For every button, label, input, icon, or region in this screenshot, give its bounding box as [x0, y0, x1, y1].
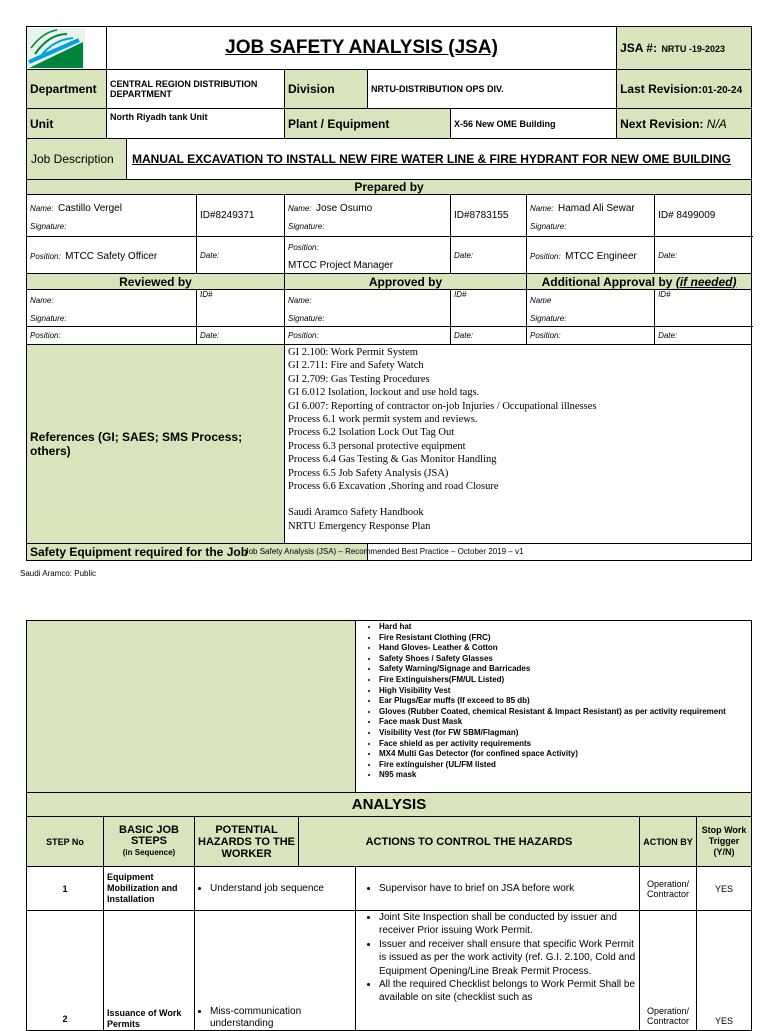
jsa-number-label: JSA #:: [620, 41, 657, 55]
plant-label: Plant / Equipment: [285, 109, 451, 139]
name-label: Name:: [288, 296, 312, 305]
equipment-item: • Face mask Dust Mask: [379, 717, 748, 728]
equipment-item: • High Visibility Vest: [379, 686, 748, 697]
page-footer: Job Safety Analysis (JSA) – Recommended Best Practice – October 2019 – v1: [244, 547, 524, 556]
equipment-item: • Hand Gloves- Leather & Cotton: [379, 643, 748, 654]
approver-position-label: Position:: [285, 327, 451, 345]
actions-cell: [356, 911, 640, 1031]
equipment-item: • Safety Warning/Signage and Barricades: [379, 664, 748, 675]
position-label: Position:: [530, 252, 561, 261]
document-title-cell: [107, 27, 617, 70]
preparer-3-position-cell: [527, 237, 655, 274]
preparer-1-name-cell: [27, 195, 197, 237]
preparer-2-name-cell: [285, 195, 451, 237]
hazard-cell: [195, 911, 356, 1031]
equipment-item: • Fire Resistant Clothing (FRC): [379, 633, 748, 644]
reference-item: GI 2.709: Gas Testing Procedures: [288, 373, 430, 385]
last-revision-cell: [617, 70, 752, 109]
preparer-3-name: Hamad Ali Sewar: [558, 202, 635, 214]
action-by: Operation/ Contractor: [640, 867, 697, 911]
name-label: Name:: [30, 296, 54, 305]
equipment-item: • Visibility Vest (for FW SBM/Flagman): [379, 728, 748, 739]
additional-position-label: Position:: [527, 327, 655, 345]
job-description-value: MANUAL EXCAVATION TO INSTALL NEW FIRE WATER LINE & FIRE HYDRANT FOR NEW OME BUILDING: [127, 139, 751, 179]
equipment-item: • MX4 Multi Gas Detector (for confined space Activity): [379, 749, 748, 760]
reference-item: Process 6.5 Job Safety Analysis (JSA): [288, 467, 449, 479]
additional-name-cell: [527, 290, 655, 327]
date-label: Date:: [451, 237, 527, 274]
reference-item: Process 6.6 Excavation ,Shoring and road Closure: [288, 481, 499, 493]
reference-item: NRTU Emergency Response Plan: [288, 520, 431, 532]
basic-step: Issuance of Work Permits: [104, 911, 195, 1031]
preparer-1-name: Castillo Vergel: [58, 202, 122, 214]
preparer-2-position: MTCC Project Manager: [288, 260, 394, 271]
reviewer-position-label: Position:: [27, 327, 197, 345]
action-item: • Issuer and receiver shall ensure that specific Work Permit is issued as per the work activity (ref. G.I. 2.100, Cold and Equipment Opening/Line Break Permit Process.: [379, 938, 636, 978]
hazard-item: • Miss-communication understanding: [210, 1006, 352, 1030]
equipment-item: • Face shield as per activity requirements: [379, 739, 748, 750]
col-step-no: STEP No: [27, 817, 104, 867]
reference-item: [288, 493, 748, 506]
equipment-item: • Fire Extinguishers(FM/UL Listed): [379, 675, 748, 686]
department-label: Department: [27, 70, 107, 109]
equipment-left-cell: [27, 621, 356, 793]
reference-item: Process 6.4 Gas Testing & Gas Monitor Handling: [288, 454, 497, 466]
preparer-1-position: MTCC Safety Officer: [65, 251, 158, 262]
col-stop-work-trigger: Stop Work Trigger (Y/N): [697, 817, 752, 867]
jsa-header-table: [26, 26, 752, 561]
col-potential-hazards: POTENTIAL HAZARDS TO THE WORKER: [195, 817, 299, 867]
document-title: JOB SAFETY ANALYSIS (JSA): [225, 37, 498, 58]
approver-name-cell: [285, 290, 451, 327]
signature-label: Signature:: [288, 314, 325, 323]
hazard-cell: [195, 867, 356, 911]
table-row: [27, 867, 752, 911]
equipment-list: [359, 622, 748, 781]
date-label: Date:: [655, 237, 752, 274]
plant-value: X-56 New OME Building: [451, 109, 617, 139]
stop-work-trigger: YES: [697, 867, 752, 911]
equipment-item: • Fire extinguisher (UL/FM listed: [379, 760, 748, 771]
equipment-item: • N95 mask: [379, 770, 748, 781]
division-value: NRTU-DISTRIBUTION OPS DIV.: [368, 70, 617, 109]
reference-item: Process 6.2 Isolation Lock Out Tag Out: [288, 427, 455, 439]
preparer-3-position: MTCC Engineer: [565, 251, 637, 262]
signature-label: Signature:: [530, 221, 567, 231]
classification-label: Saudi Aramco: Public: [20, 569, 97, 578]
reviewer-id-label: ID#: [197, 290, 285, 327]
unit-value: North Riyadh tank Unit: [107, 109, 285, 139]
last-revision-label: Last Revision:: [620, 82, 703, 96]
approver-id-label: ID#: [451, 290, 527, 327]
action-item: • Joint Site Inspection shall be conducted by issuer and receiver Prior issuing Work Permit.: [379, 911, 636, 938]
signature-label: Signature:: [530, 314, 567, 323]
prepared-by-heading: Prepared by: [27, 180, 752, 195]
col-action-by: ACTION BY: [640, 817, 697, 867]
company-logo: [27, 28, 85, 68]
basic-step: Equipment Mobilization and Installation: [104, 867, 195, 911]
preparer-2-position-cell: [285, 237, 451, 274]
preparer-2-name: Jose Osumo: [316, 202, 373, 214]
reviewed-by-heading: Reviewed by: [27, 274, 285, 290]
if-needed-label: (if needed): [675, 274, 737, 289]
next-revision-value: N/A: [706, 116, 727, 131]
unit-label: Unit: [27, 109, 107, 139]
signature-label: Signature:: [288, 221, 325, 231]
name-label: Name:: [530, 203, 554, 213]
col-basic-steps: [104, 817, 195, 867]
col-actions: ACTIONS TO CONTROL THE HAZARDS: [299, 817, 640, 867]
reference-item: GI 6.007: Reporting of contractor on-job Injuries / Occupational illnesses: [288, 400, 597, 412]
step-number: 1: [27, 867, 104, 911]
date-label: Date:: [197, 237, 285, 274]
action-item: • Supervisor have to brief on JSA before work: [379, 883, 636, 894]
additional-id-label: ID#: [655, 290, 752, 327]
reference-item: Process 6.1 work permit system and reviews.: [288, 414, 478, 426]
col-basic-steps-label: BASIC JOB STEPS: [119, 824, 179, 847]
division-label: Division: [285, 70, 368, 109]
reference-item: GI 2.100: Work Permit System: [288, 347, 418, 358]
safety-equipment-label: Safety Equipment required for the Job: [27, 544, 368, 561]
preparer-2-id: ID#8783155: [451, 195, 527, 237]
preparer-3-name-cell: [527, 195, 655, 237]
col-basic-steps-sub: (in Sequence): [122, 848, 176, 857]
equipment-item: • Gloves (Rubber Coated, chemical Resistant & Impact Resistant) as per activity requirement: [379, 707, 748, 718]
additional-approval-label: Additional Approval by: [541, 274, 673, 289]
reference-item: GI 2.711: Fire and Safety Watch: [288, 360, 424, 372]
equipment-item: • Safety Shoes / Safety Glasses: [379, 654, 748, 665]
action-item: • All the required Checklist belongs to Work Permit Shall be available on site (checklist such as: [379, 978, 636, 1005]
job-description-row: [27, 139, 752, 180]
company-logo-cell: [27, 27, 107, 70]
name-label: Name:: [288, 203, 312, 213]
position-label: Position:: [288, 243, 319, 252]
next-revision-label: Next Revision:: [620, 116, 704, 131]
approver-date-label: Date:: [451, 327, 527, 345]
equipment-list-cell: [356, 621, 752, 793]
name-label: Name:: [30, 203, 54, 213]
job-description-label: Job Description: [31, 152, 114, 166]
table-row: [27, 911, 752, 1031]
reviewer-date-label: Date:: [197, 327, 285, 345]
reference-item: GI 6.012 Isolation, lockout and use hold tags.: [288, 387, 480, 399]
hazard-item: • Understand job sequence: [210, 883, 352, 894]
jsa-number-value: NRTU -19-2023: [661, 44, 725, 54]
references-label: References (GI; SAES; SMS Process; others): [27, 345, 285, 544]
actions-cell: [356, 867, 640, 911]
analysis-heading: ANALYSIS: [27, 793, 752, 817]
last-revision-value: 01-20-24: [702, 85, 743, 96]
equipment-item: • Ear Plugs/Ear muffs (If exceed to 85 db): [379, 696, 748, 707]
approved-by-heading: Approved by: [285, 274, 527, 290]
step-number: 2: [27, 911, 104, 1031]
preparer-1-position-cell: [27, 237, 197, 274]
equipment-item: • Hard hat: [379, 622, 748, 633]
name-label: Name: [530, 296, 552, 305]
preparer-3-id: ID# 8499009: [655, 195, 752, 237]
preparer-1-id: ID#8249371: [197, 195, 285, 237]
jsa-analysis-table: [26, 620, 752, 1031]
jsa-number-cell: [617, 27, 752, 70]
reference-item: Saudi Aramco Safety Handbook: [288, 507, 424, 519]
reviewer-name-cell: [27, 290, 197, 327]
department-value: CENTRAL REGION DISTRIBUTION DEPARTMENT: [107, 70, 285, 109]
position-label: Position:: [30, 252, 61, 261]
references-list: [285, 345, 752, 544]
signature-label: Signature:: [30, 314, 67, 323]
additional-approval-heading: [527, 274, 752, 290]
stop-work-trigger: YES: [697, 911, 752, 1031]
additional-date-label: Date:: [655, 327, 752, 345]
signature-label: Signature:: [30, 221, 67, 231]
reference-item: Process 6.3 personal protective equipment: [288, 440, 466, 452]
next-revision-cell: [617, 109, 752, 139]
action-by: Operation/ Contractor: [640, 911, 697, 1031]
